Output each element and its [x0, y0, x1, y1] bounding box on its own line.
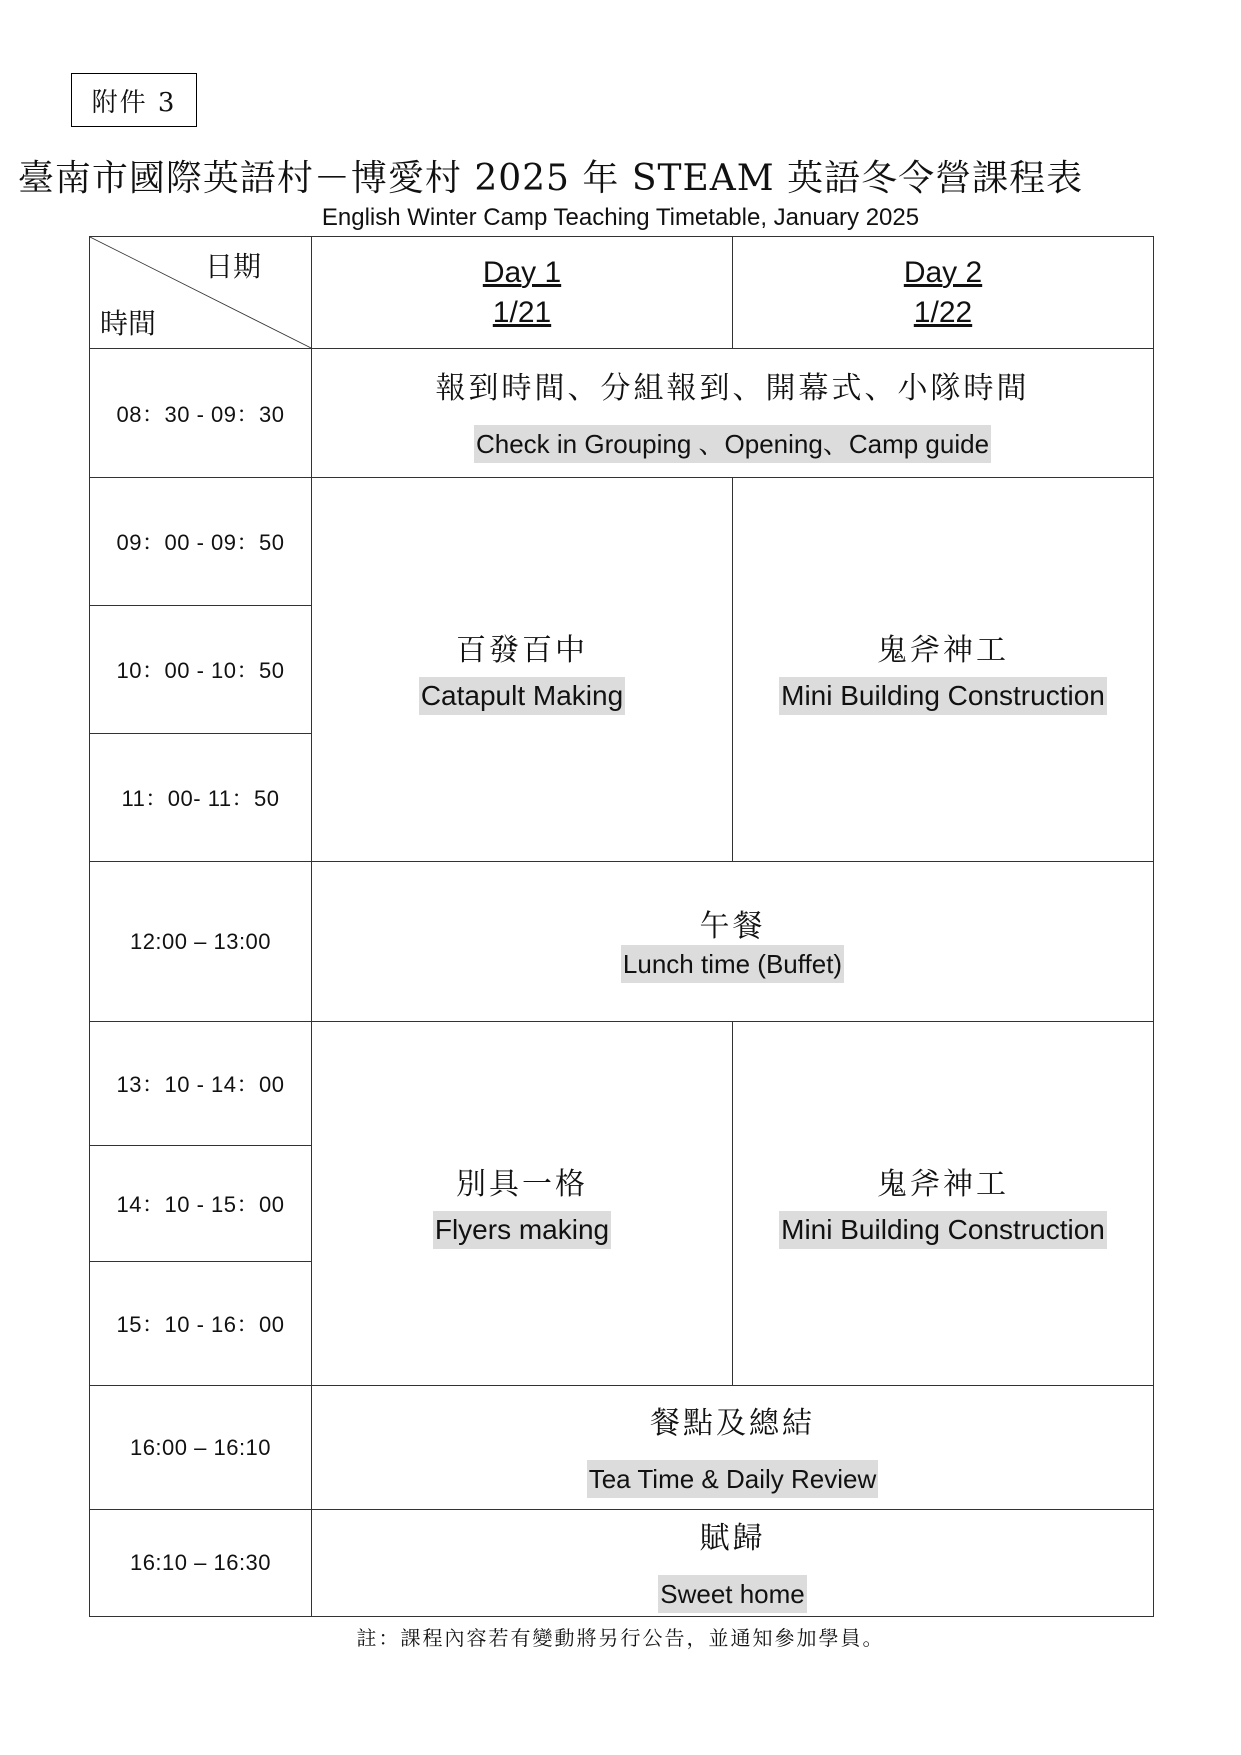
time-cell: 15：10 - 16：00	[90, 1262, 312, 1386]
page-title-chinese: 臺南市國際英語村－博愛村 2025 年 STEAM 英語冬令營課程表	[17, 158, 1084, 199]
table-row	[90, 349, 1154, 478]
pm-day2-session-cell	[733, 1022, 1154, 1386]
pm-day1-session-cell	[312, 1022, 733, 1386]
day1-date: 1/21	[492, 295, 552, 329]
table-row	[90, 862, 1154, 1022]
time-cell: 09：00 - 09：50	[90, 478, 312, 606]
checkin-en: Check in Grouping 、Opening、Camp guide	[474, 425, 991, 463]
checkin-cell	[312, 349, 1154, 478]
pm-day2-zh: 鬼斧神工	[877, 1166, 1009, 1202]
time-cell: 12:00 – 13:00	[90, 862, 312, 1022]
table-row	[90, 1386, 1154, 1510]
am-day2-en: Mini Building Construction	[779, 677, 1107, 715]
time-cell: 14：10 - 15：00	[90, 1146, 312, 1262]
home-cell	[312, 1510, 1154, 1617]
home-en: Sweet home	[658, 1575, 807, 1613]
pm-day1-zh: 別具一格	[456, 1166, 588, 1202]
time-cell: 11：00- 11：50	[90, 734, 312, 862]
corner-header-cell	[90, 237, 312, 349]
tea-en: Tea Time & Daily Review	[587, 1460, 879, 1498]
tea-cell	[312, 1386, 1154, 1510]
day2-name: Day 2	[903, 255, 983, 289]
tea-zh: 餐點及總結	[650, 1405, 815, 1441]
lunch-en: Lunch time (Buffet)	[621, 945, 844, 983]
attachment-label: 附件 3	[71, 73, 197, 127]
checkin-zh: 報到時間、分組報到、開幕式、小隊時間	[435, 371, 1030, 406]
pm-day2-en: Mini Building Construction	[779, 1211, 1107, 1249]
home-zh: 賦歸	[699, 1521, 766, 1556]
corner-date-label: 日期	[204, 250, 261, 283]
table-row	[90, 478, 1154, 606]
lunch-cell	[312, 862, 1154, 1022]
time-cell: 13：10 - 14：00	[90, 1022, 312, 1146]
lunch-zh: 午餐	[699, 908, 766, 944]
am-day1-zh: 百發百中	[456, 632, 588, 668]
footnote: 註：課程內容若有變動將另行公告，並通知參加學員。	[356, 1626, 885, 1650]
day1-header	[312, 237, 733, 349]
day1-name: Day 1	[482, 255, 562, 289]
time-cell: 16:00 – 16:10	[90, 1386, 312, 1510]
page-title-english: English Winter Camp Teaching Timetable, January 2025	[321, 204, 920, 231]
time-cell: 16:10 – 16:30	[90, 1510, 312, 1617]
am-day2-session-cell	[733, 478, 1154, 862]
day2-header	[733, 237, 1154, 349]
day2-date: 1/22	[913, 295, 973, 329]
am-day1-en: Catapult Making	[419, 677, 625, 715]
am-day1-session-cell	[312, 478, 733, 862]
time-cell: 10：00 - 10：50	[90, 606, 312, 734]
timetable	[89, 236, 1154, 1617]
corner-time-label: 時間	[100, 307, 157, 340]
table-row	[90, 1022, 1154, 1146]
header-row	[90, 237, 1154, 349]
table-row	[90, 1510, 1154, 1617]
pm-day1-en: Flyers making	[433, 1211, 611, 1249]
am-day2-zh: 鬼斧神工	[877, 632, 1009, 668]
time-cell: 08：30 - 09：30	[90, 349, 312, 478]
